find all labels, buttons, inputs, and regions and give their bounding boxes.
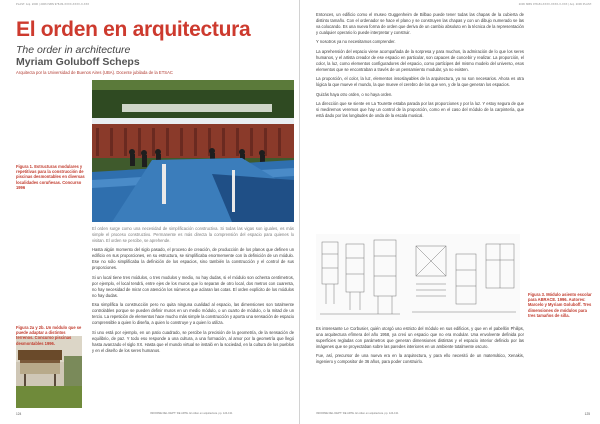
article-subtitle: The order in architecture [16, 44, 131, 56]
figure-1-photo [92, 80, 294, 222]
running-head: PLAST. Arq. 2006 | 2006 ISBN 978-84-XXXX-XXXX-X-XXX [16, 3, 90, 6]
body-paragraph: Hasta algún momento del siglo pasado, el proceso de creación, de producción de los planos que definen un edificio en sus proporciones, en su estructura, se simplificaba enormemente con la definición de un módulo. Ese no sólo simplificaba la definición de los espacios, sino también la construcción y el control de sus proporciones. [92, 247, 294, 271]
body-paragraph: Si uno está por ejemplo, en un patio cuadrado, se percibe la precisión de la geometría, de la sensación de equilibrio, de paz. Y todo eso responde a una cultura, a una formación, al amor por la geometría que llegó hasta avanzado el siglo XX. Hasta que el mundo virtual se instaló en la sociedad, en la cultura de los pueblos y en el diseño de los seres humanos. [92, 329, 294, 353]
body-paragraph: La dirección que se siente en La Tourette estaba parada por las proporciones y por la luz. Y estoy segura de que si mediremos veremos que hay un control de la proporción, como en el caso del módulo de la carpintería, que está dado por las longitudes de onda de la escala musical. [316, 101, 524, 119]
author-affiliation: Arquitecta por la Universidad de Buenos Aires (UBA). Docente jubilada de la ETSAC [16, 70, 173, 75]
body-paragraph: Esa simplifica la construcción pero no quita ninguna cualidad al espacio, las dimensiones son totalmente controlables porque se pueden definir muros en un medio módulo, o un cuarto de módulo, o la mitad de un tercio. La repetición de elementos hace mucho más simple la construcción y aporta una sensación de espacio comprensible a quien lo diseña, a quien lo construye y a quien lo utiliza. [92, 302, 294, 326]
page-number: 125 [584, 412, 590, 416]
page-footer: INFORME DEL DEPTº DE ARTE. El orden en arquitectura. pp. 124-131 [150, 412, 233, 415]
body-paragraph: La proporción, el color, la luz, elementos insoslayables de la arquitectura, ya no son necesarios. Ahora es otra lógica la que mueve el mundo, la que mueve el cerebro de los que ven, y de la que generan los espacios. [316, 76, 524, 88]
body-paragraph: Quizás haya otro orden, o no haya orden. [316, 91, 393, 97]
body-paragraph: Si un local tiene tres módulos, o tres modulos y medio, no hay dudas, si el módulo son ochenta centímetros, por ejemplo, el local tendrá, entre ejes de los muros que lo separan de otro local, dos metros con cuarenta, no hay necesidad de mirar con atención los números que aclaran las cotas. El orden explícito de los módulos no hay dudas. [92, 274, 294, 298]
body-paragraph: La aprehensión del espacio viene acompañada de la sorpresa y para muchos, la admiración de lo que los seres humanos, y el artista creador de ese espacio en particular, son capaces de concebir y realizar. La proporción, el color, la luz, como elementos configuradores del espacio, como partícipes del mismo modelo del universo, esos elementos que se encontraban a través de un pensamiento modular, ya no existen. [316, 48, 524, 72]
author-name: Myriam Goluboff Scheps [16, 56, 140, 68]
right-top-column [316, 12, 524, 123]
figure-3-drawing [316, 234, 520, 320]
running-head: 2006 ISBN 978-84-XXXX-XXXX-X-XXX | Arq. 2006 PLAST. [518, 3, 592, 6]
body-paragraph: Fue, así, precursor de una nueva era en la arquitectura, y para ello necesitó de un matemático, Xenakis, ingeniero y compositor de 36 años, para poder construirlo. [316, 353, 524, 365]
figure-1-caption: Figura 1. Estructuras modulares y repetitivas para la construcción de piscinas desmontables en diversas localidades coruñesas. Concurso 1996 [16, 164, 85, 190]
body-paragraph: El orden surge como una necesidad de simplificación constructiva. Si todas las vigas son iguales, es más simple el proceso constructivo. Permanente es más directa la comprensión del espacio para quienes lo visitan. El orden se percibe, se aprehende. [92, 226, 294, 244]
body-paragraph: Entonces, un edificio como el museo Guggenheim de Bilbao puede tener todas las chapas de la cubierta de distinto tamaño. Con el ordenador se hace el plano y se construyen las chapas y con un dibujo numerado se las va colocando. Es una nueva forma de orden que deriva de un cambio absoluto en la técnica de la representación y cualquier operario lo puede interpretar y construir. [316, 12, 524, 36]
figure-3-caption: Figura 3. Módulo asiento escolar para ABRACE. 1996. Autores: Marcelo y Myriam Goluboff. Tres dimensiones de módulos para tres tamaños de silla. [528, 292, 592, 318]
article-title: El orden en arquitectura [16, 18, 251, 41]
page-footer: INFORME DEL DEPTº DE ARTE. El orden en arquitectura. pp. 124-131 [316, 412, 399, 415]
page-number: 124 [16, 412, 22, 416]
figure-2-caption: Figura 2a y 2b. Un módulo que se puede adaptar a distintos terrenos. Concurso piscinas desmontables 1996. [16, 325, 82, 346]
right-page [300, 0, 600, 424]
body-paragraph: Es interesante Le Corbusier, quién otorgó uso estricto del módulo en sus edificios, y que en el pabellón Philips, una arquitectura efímera del año 1958, ya creó un espacio que no era modular. Una envolvente definida por superficies regladas con parámetros que generan dimensiones distintas y el espacio interior definido por las imágenes que se proyectaban sobre las paredes interiores en un ambiente totalmente oscuro. [316, 326, 524, 350]
right-bottom-column [316, 326, 524, 369]
figure-2-photo [16, 336, 82, 408]
body-paragraph: Y nosotros ya no necesitamos comprender. [316, 39, 396, 45]
left-body-column [92, 226, 294, 357]
